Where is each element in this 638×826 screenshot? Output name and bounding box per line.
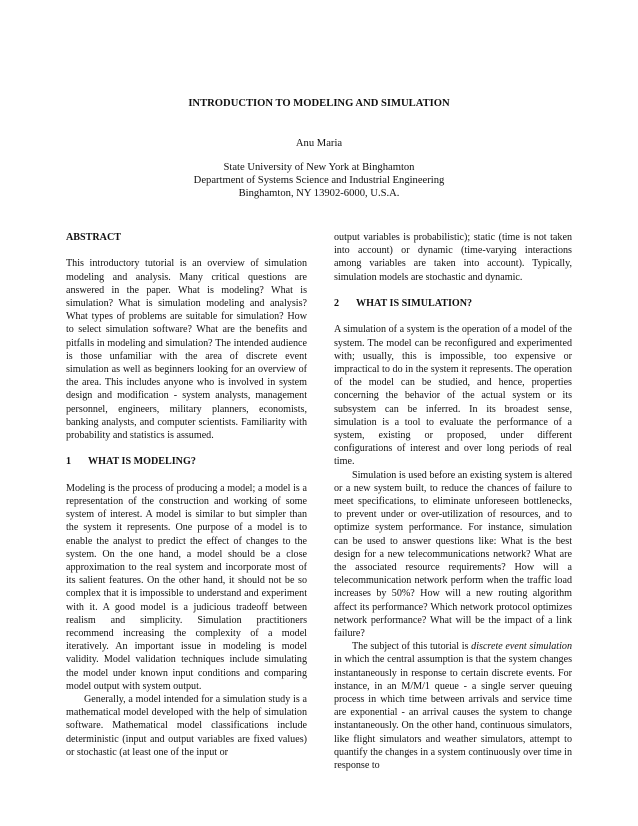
- affiliation-line: State University of New York at Binghamton: [223, 162, 415, 173]
- section-2-paragraph: A simulation of a system is the operation of a model of the system. The model can be reconfigured and experimented with; usually, this is impossible, too expensive or impractical to do in the system it represents. The operation of the model can be studied, and hence, properties concerning the behavior of the actual system or its subsystem can be inferred. In its broadest sense, simulation is a tool to evaluate the performance of a system, existing or proposed, under different configurations of interest and over long periods of real time.: [334, 324, 572, 468]
- section-1-heading: [66, 455, 307, 468]
- section-number: 2: [334, 298, 340, 309]
- affiliation-line: Department of Systems Science and Industrial Engineering: [193, 175, 445, 187]
- section-1-paragraph: Modeling is the process of producing a model; a model is a representation of the construction and working of some system of interest. A model is similar to but simpler than the system it represents. One purpose of a model is to enable the analyst to predict the effect of changes to the system. On the one hand, a model should be a close approximation to the real system and incorporate most of its salient features. On the other hand, it should not be so complex that it is impossible to understand and experiment with it. A good model is a judicious tradeoff between realism and simplicity. Simulation practitioners recommend increasing the complexity of a model iteratively. An important issue in modeling is model validity. Model validation techniques include simulating the model under known input conditions and comparing model output with system output.: [66, 482, 307, 692]
- section-title: WHAT IS SIMULATION?: [356, 298, 473, 309]
- section-1-paragraph-continued: output variables is probabilistic); static (time is not taken into account) or dynamic (time-varying interactions among variables are taken into account). Typically, simulation models are stochastic and dynamic.: [334, 232, 572, 283]
- section-2-paragraph: [334, 640, 572, 772]
- section-number: 1: [66, 456, 72, 468]
- text-run: The subject of this tutorial is: [352, 641, 472, 653]
- section-2-paragraph: Simulation is used before an existing system is altered or a new system built, to reduce the chances of failure to meet specifications, to eliminate unforeseen bottlenecks, to prevent under or over-utilization of resources, and to optimize system performance. For instance, simulation can be used to answer questions like: What is the best design for a new telecommunications network? What are the associated resource requirements? How will a telecommunication network perform when the traffic load increases by 50%? How will a new routing algorithm affect its performance? Which network protocol optimizes network performance? What will be the impact of a link failure?: [334, 469, 572, 640]
- abstract-text: This introductory tutorial is an overview of simulation modeling and analysis. Many critical questions are answered in the paper. What is modeling? What is simulation? What is simulation modeling and analysis? What types of problems are suitable for simulation? How to select simulation software? What are the benefits and pitfalls in modeling and simulation? The intended audience is those unfamiliar with the area of discrete event simulation as well as beginners looking for an overview of the area. This includes anyone who is involved in system design and modification - system analysts, management personnel, engineers, military planners, economists, banking analysts, and computer scientists. Familiarity with probability and statistics is assumed.: [66, 258, 307, 442]
- left-column: [66, 231, 307, 759]
- affiliation-line: Binghamton, NY 13902-6000, U.S.A.: [238, 188, 400, 200]
- section-title: WHAT IS MODELING?: [88, 456, 196, 468]
- section-1-paragraph: Generally, a model intended for a simulation study is a mathematical model developed with the help of simulation software. Mathematical model classifications include deterministic (input and output variables are fixed values) or stochastic (at least one of the input or: [66, 694, 307, 758]
- paper-title: INTRODUCTION TO MODELING AND SIMULATION: [188, 98, 450, 109]
- abstract-heading: ABSTRACT: [66, 232, 121, 243]
- emphasized-term: discrete event simulation: [471, 641, 572, 653]
- author-name: Anu Maria: [295, 138, 343, 149]
- affiliation-block: [0, 161, 638, 201]
- right-column: [334, 231, 572, 772]
- text-run: in which the central assumption is that the system changes instantaneously in response to certain discrete events. For instance, in an M/M/1 queue - a single server queuing process in which time between arrivals and service time are exponential - an arrival causes the system to change instantaneously. On the other hand, continuous simulators, like flight simulators and weather simulators, attempt to quantify the changes in a system continuously over time in response to: [334, 654, 572, 772]
- section-2-heading: [334, 297, 572, 310]
